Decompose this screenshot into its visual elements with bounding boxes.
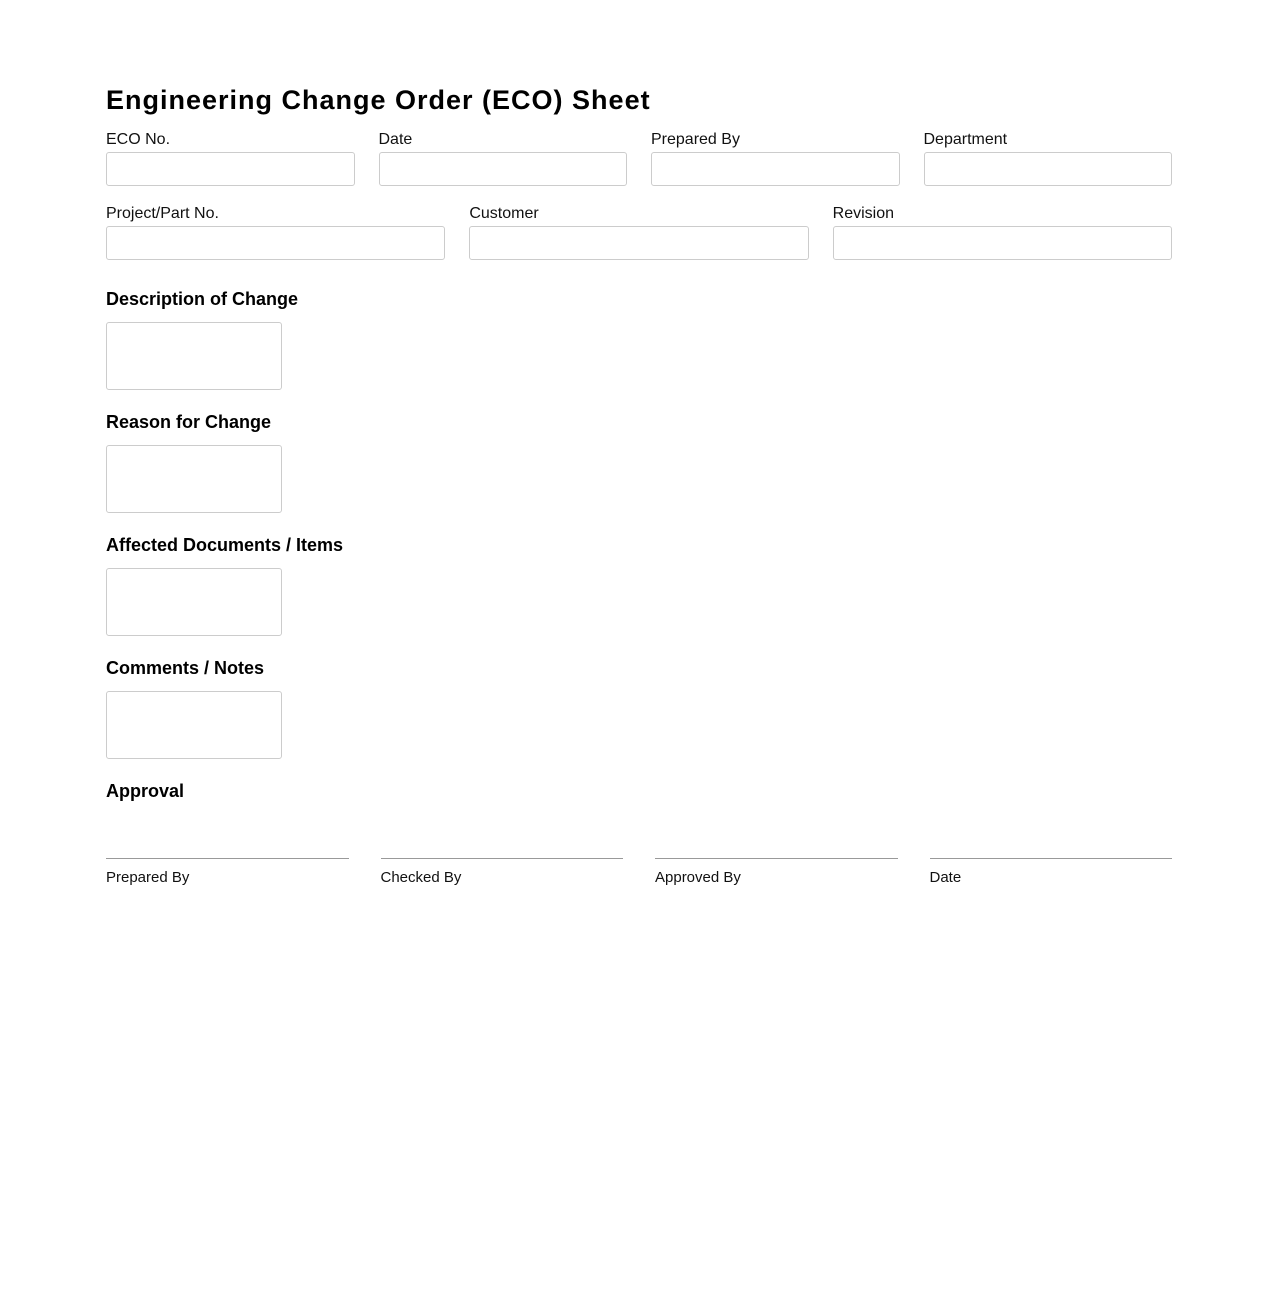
signature-line[interactable] bbox=[655, 858, 898, 859]
signature-date bbox=[930, 858, 1173, 887]
signature-line[interactable] bbox=[106, 858, 349, 859]
date-field bbox=[379, 130, 628, 186]
reason-heading: Reason for Change bbox=[106, 412, 272, 432]
signature-line[interactable] bbox=[930, 858, 1173, 859]
signature-label: Approved By bbox=[655, 869, 741, 886]
revision-field bbox=[833, 204, 1172, 260]
header-fields-row-2 bbox=[106, 204, 1172, 260]
project-part-no-label: Project/Part No. bbox=[106, 205, 219, 222]
project-part-no-input[interactable] bbox=[106, 226, 445, 260]
eco-sheet bbox=[106, 84, 1172, 886]
eco-no-field bbox=[106, 130, 355, 186]
customer-field bbox=[469, 204, 808, 260]
signature-line[interactable] bbox=[381, 858, 624, 859]
header-fields-row-1 bbox=[106, 130, 1172, 186]
affected-documents-section bbox=[106, 534, 343, 636]
customer-input[interactable] bbox=[469, 226, 808, 260]
prepared-by-field bbox=[651, 130, 900, 186]
revision-input[interactable] bbox=[833, 226, 1172, 260]
page-title: Engineering Change Order (ECO) Sheet bbox=[106, 85, 651, 115]
date-label: Date bbox=[378, 131, 413, 148]
description-heading: Description of Change bbox=[106, 289, 299, 309]
affected-documents-heading: Affected Documents / Items bbox=[106, 535, 344, 555]
eco-no-input[interactable] bbox=[106, 152, 355, 186]
customer-label: Customer bbox=[469, 205, 539, 222]
reason-section bbox=[106, 411, 282, 513]
revision-label: Revision bbox=[832, 205, 895, 222]
department-input[interactable] bbox=[924, 152, 1173, 186]
comments-textarea[interactable] bbox=[106, 691, 282, 759]
prepared-by-label: Prepared By bbox=[651, 131, 740, 148]
description-textarea[interactable] bbox=[106, 322, 282, 390]
approval-section bbox=[106, 780, 184, 802]
signature-label: Prepared By bbox=[106, 869, 190, 886]
department-field bbox=[924, 130, 1173, 186]
signature-label: Checked By bbox=[380, 869, 462, 886]
comments-heading: Comments / Notes bbox=[106, 658, 265, 678]
eco-no-label: ECO No. bbox=[106, 131, 171, 148]
description-section bbox=[106, 288, 298, 390]
signature-row bbox=[106, 858, 1172, 887]
signature-checked-by bbox=[381, 858, 624, 887]
prepared-by-input[interactable] bbox=[651, 152, 900, 186]
approval-heading: Approval bbox=[106, 781, 185, 801]
reason-textarea[interactable] bbox=[106, 445, 282, 513]
project-part-no-field bbox=[106, 204, 445, 260]
department-label: Department bbox=[923, 131, 1008, 148]
comments-section bbox=[106, 657, 282, 759]
date-input[interactable] bbox=[379, 152, 628, 186]
affected-documents-textarea[interactable] bbox=[106, 568, 282, 636]
signature-approved-by bbox=[655, 858, 898, 887]
signature-prepared-by bbox=[106, 858, 349, 887]
signature-label: Date bbox=[929, 869, 962, 886]
